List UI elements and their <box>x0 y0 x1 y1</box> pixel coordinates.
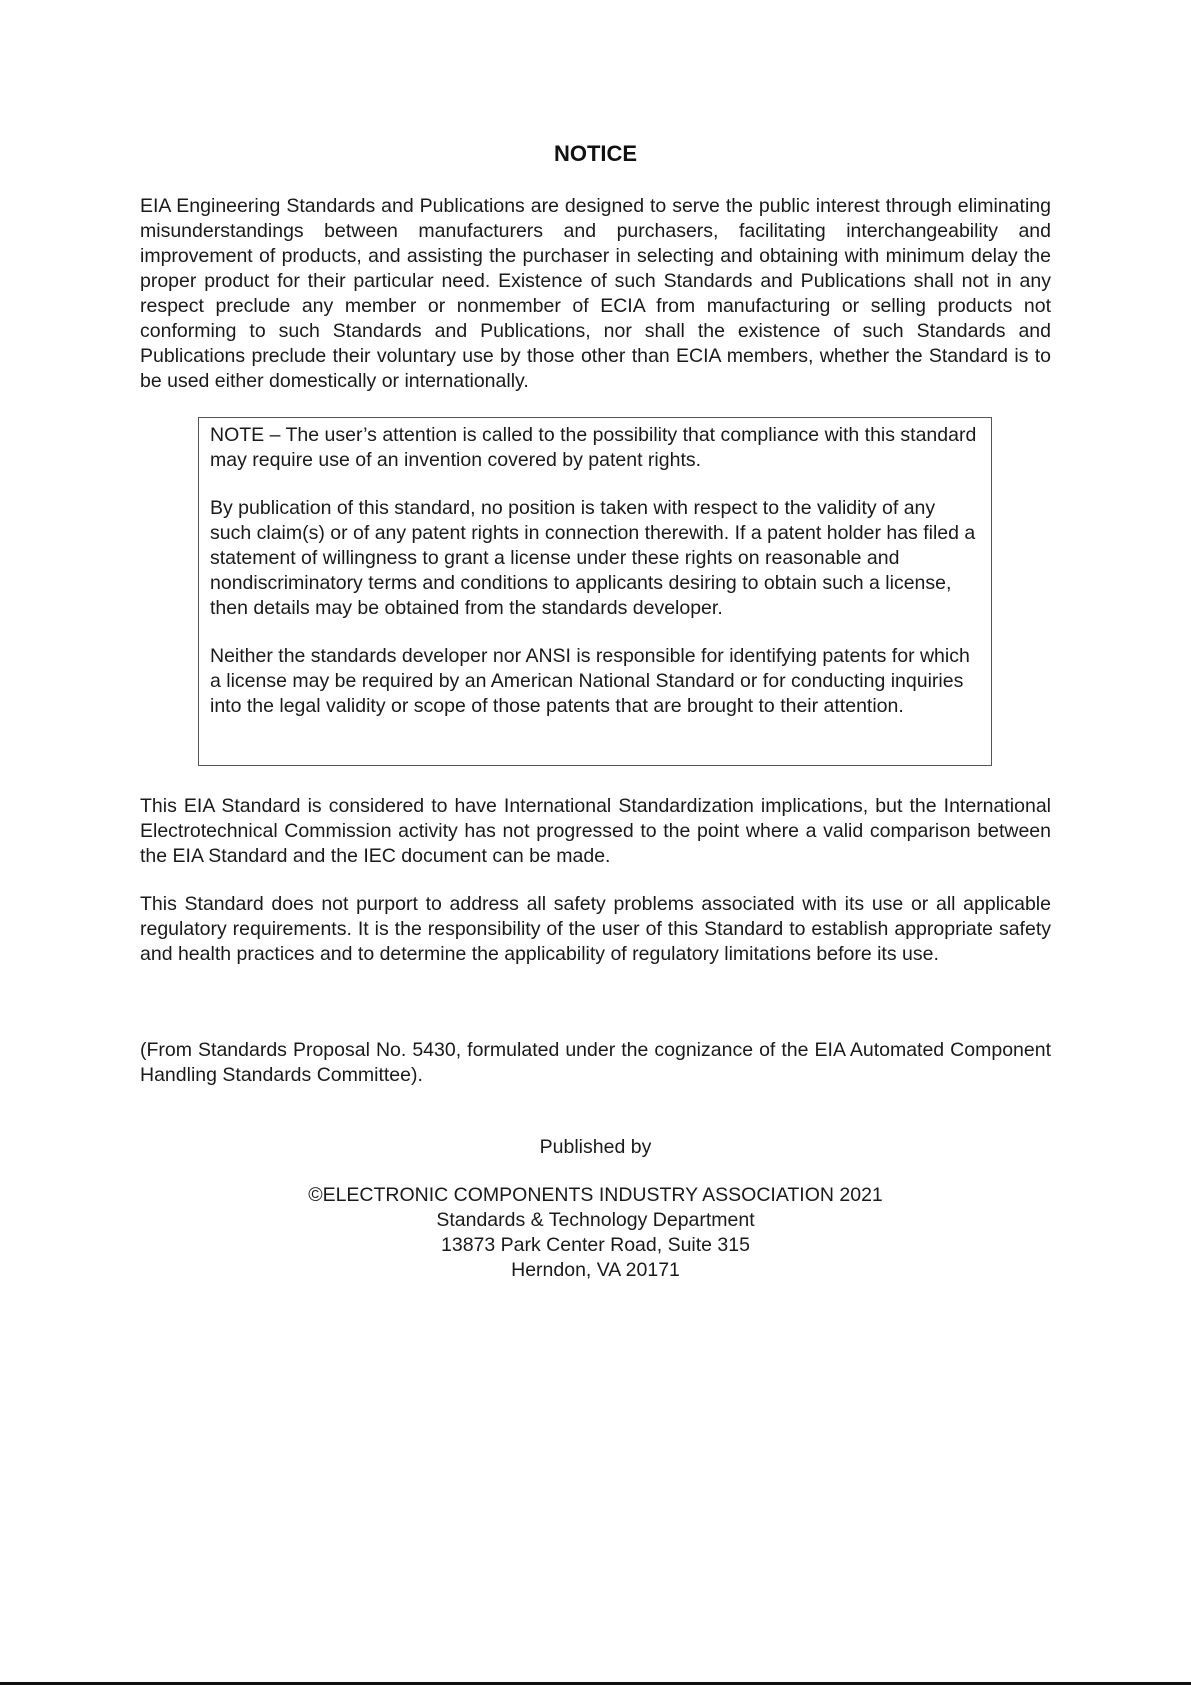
publisher-name: ©ELECTRONIC COMPONENTS INDUSTRY ASSOCIATION 2021 <box>308 1184 883 1206</box>
publisher-block <box>0 1183 1191 1283</box>
iec-paragraph: This EIA Standard is considered to have International Standardization implications, but the International Electrotechnical Commission activity has not progressed to the point where a valid comparison between the EIA Standard and the IEC document can be made. <box>140 795 1051 867</box>
publisher-address: 13873 Park Center Road, Suite 315 <box>441 1234 750 1256</box>
note-paragraph-3: Neither the standards developer nor ANSI is responsible for identifying patents for which a license may be required by an American National Standard or for conducting inquiries into the legal validity or scope of those patents that are brought to their attention. <box>210 645 970 717</box>
note-paragraph-2: By publication of this standard, no position is taken with respect to the validity of any such claim(s) or of any patent rights in connection therewith. If a patent holder has filed a statement of willingness to grant a license under these rights on reasonable and nondiscriminatory terms and conditions to applicants desiring to obtain such a license, then details may be obtained from the standards developer. <box>210 497 976 619</box>
intro-paragraph: EIA Engineering Standards and Publications are designed to serve the public interest through eliminating misunderstandings between manufacturers and purchasers, facilitating interchangeability and improvement of products, and assisting the purchaser in selecting and obtaining with minimum delay the proper product for their particular need. Existence of such Standards and Publications shall not in any respect preclude any member or nonmember of ECIA from manufacturing or selling products not conforming to such Standards and Publications, nor shall the existence of such Standards and Publications preclude their voluntary use by those other than ECIA members, whether the Standard is to be used either domestically or internationally. <box>140 195 1051 392</box>
patent-note-box <box>198 417 992 766</box>
note-paragraph-1: NOTE – The user’s attention is called to the possibility that compliance with this standard may require use of an invention covered by patent rights. <box>210 424 977 471</box>
proposal-paragraph: (From Standards Proposal No. 5430, formulated under the cognizance of the EIA Automated Component Handling Standards Committee). <box>140 1039 1051 1086</box>
page-title: NOTICE <box>553 141 638 166</box>
safety-paragraph: This Standard does not purport to address all safety problems associated with its use or all applicable regulatory requirements. It is the responsibility of the user of this Standard to establish appropriate safety and health practices and to determine the applicability of regulatory limitations before its use. <box>140 893 1051 965</box>
publisher-city: Herndon, VA 20171 <box>511 1259 680 1281</box>
publisher-department: Standards & Technology Department <box>436 1209 755 1231</box>
published-by-label: Published by <box>539 1136 652 1158</box>
